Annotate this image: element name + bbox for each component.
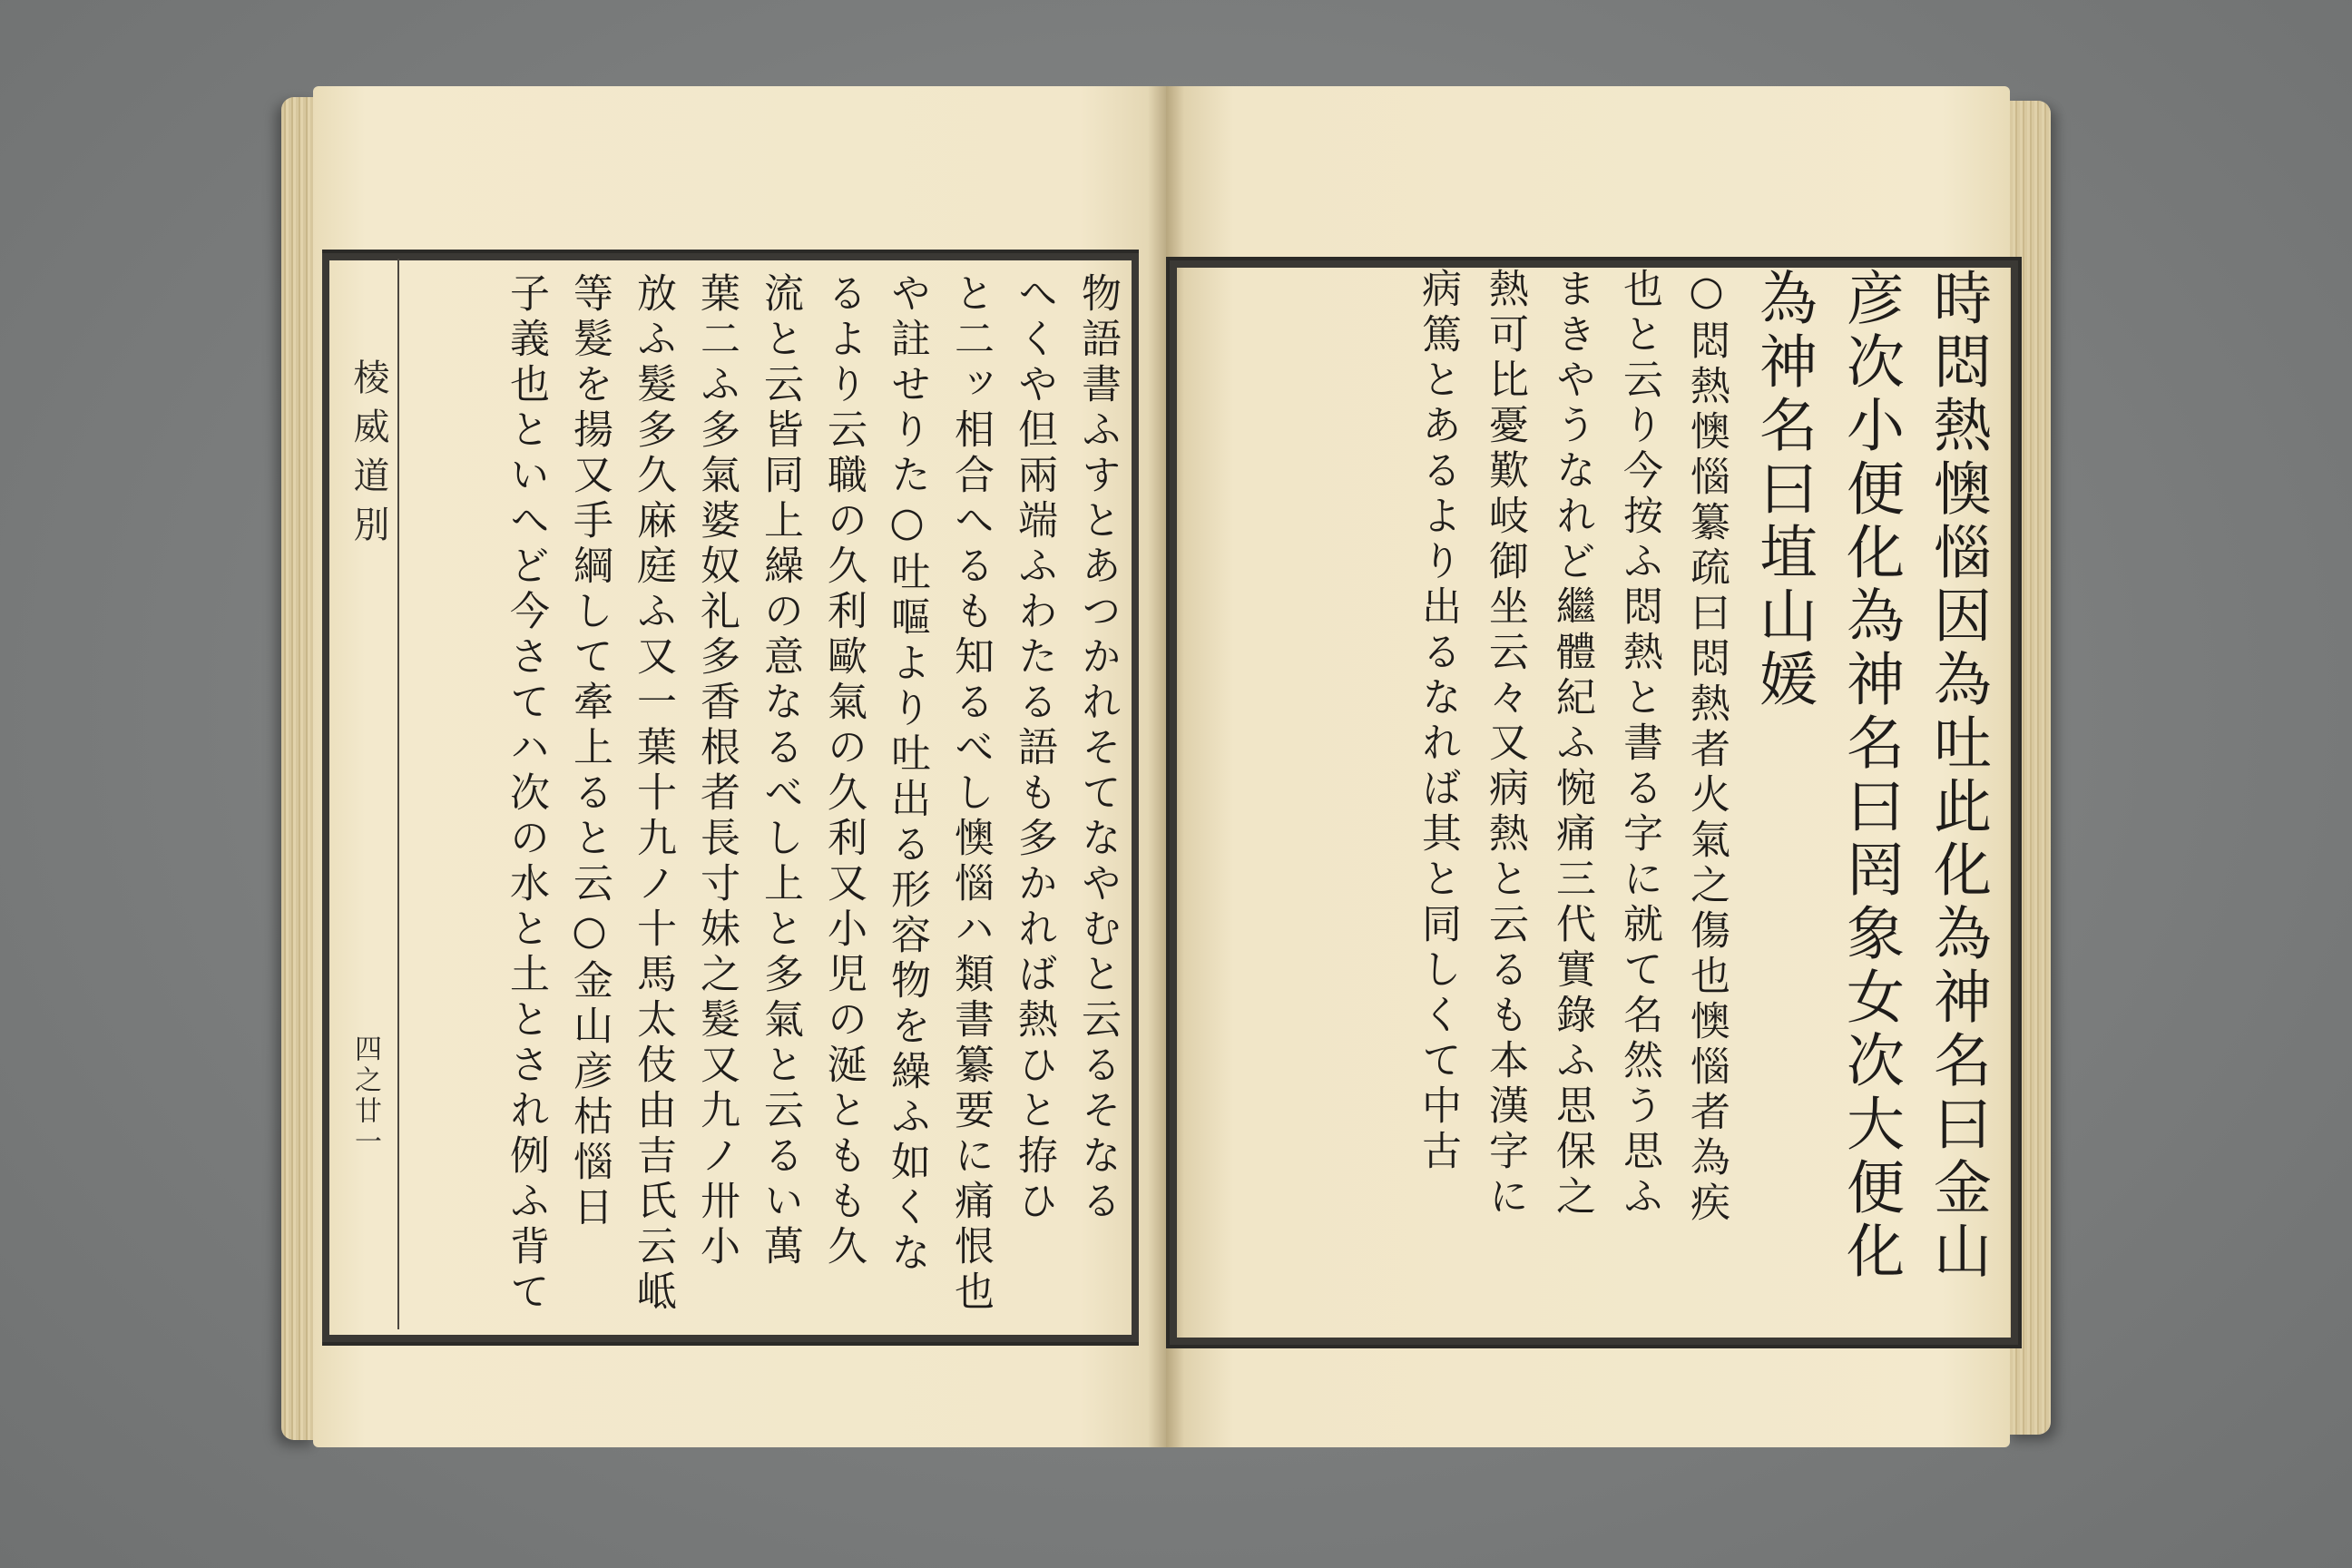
text-column: や註せりた○吐嘔より吐出る形容物を繰ふ如くな bbox=[884, 272, 930, 1277]
text-column: 熱可比憂歎岐御坐云々又病熱と云るも本漢字に bbox=[1482, 268, 1528, 1220]
margin-page-number: 四之廿一 bbox=[349, 1034, 381, 1158]
text-column: 等髮を揚又手綱して牽上ると云○金山彦枯惱日 bbox=[566, 272, 612, 1231]
text-column: 葉二ふ多氣婆奴礼多香根者長寸妹之髮又九ノ卅小 bbox=[693, 272, 740, 1270]
left-page-text bbox=[408, 272, 1125, 1334]
text-column: 流と云皆同上繰の意なるべし上と多氣と云るい萬 bbox=[757, 272, 803, 1270]
text-column: 放ふ髮多久麻庭ふ又一葉十九ノ十馬太伎由吉氏云岻 bbox=[630, 272, 676, 1316]
text-column: 子義也といへど今さてハ次の水と土とされ例ふ背て bbox=[503, 272, 549, 1316]
text-column: 時悶熱懊惱因為吐此化為神名曰金山 bbox=[1924, 268, 1991, 1284]
text-column: 彦次小便化為神名曰罔象女次大便化 bbox=[1837, 268, 1904, 1284]
open-book bbox=[272, 86, 2051, 1465]
text-column: 物語書ふすとあつかれそてなやむと云るそなる bbox=[1074, 272, 1121, 1225]
text-column: と二ッ相合へるも知るべし懊惱ハ類書纂要に痛恨也 bbox=[947, 272, 994, 1316]
text-column: へくや但兩端ふわたる語も多かれば熱ひと拵ひ bbox=[1011, 272, 1057, 1225]
page-edges-left bbox=[281, 97, 318, 1440]
text-column: 為神名曰埴山媛 bbox=[1749, 268, 1817, 712]
margin-title: 棱威道別 bbox=[348, 358, 389, 554]
text-column: るより云職の久利歐氣の久利又小児の涎ともも久 bbox=[820, 272, 867, 1270]
right-page-text bbox=[1180, 268, 1996, 1329]
text-column: 病篤とあるより出るなれば其と同しくて中古 bbox=[1415, 268, 1461, 1175]
text-column: ○悶熱懊惱纂疏曰悶熱者火氣之傷也懊惱者為疾 bbox=[1683, 268, 1730, 1227]
text-column: 也と云り今按ふ悶熱と書る字に就て名然う思ふ bbox=[1616, 268, 1662, 1220]
text-column: まきやうなれど繼體紀ふ惋痛三代實錄ふ思保之 bbox=[1549, 268, 1595, 1220]
